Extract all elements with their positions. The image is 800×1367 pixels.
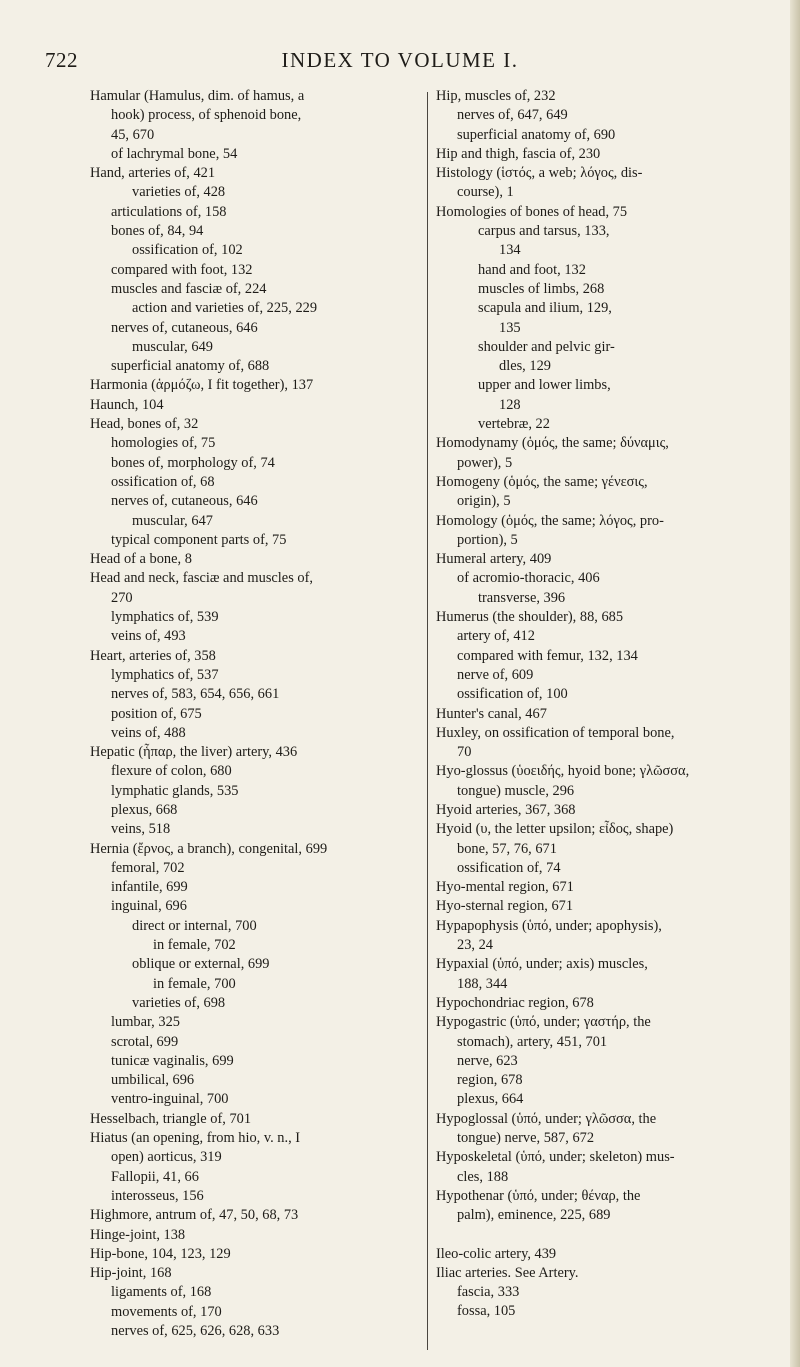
entry-line: upper and lower limbs, [478, 377, 611, 394]
entry-line: lymphatic glands, 535 [111, 782, 239, 799]
index-subentry [153, 975, 420, 994]
index-subentry [111, 473, 420, 492]
index-subentry [457, 685, 756, 704]
entry-line: Hyoid (υ, the letter upsilon; εἶδος, shape) [436, 821, 674, 838]
index-entry [436, 878, 756, 897]
entry-line: Hesselbach, triangle of, 701 [90, 1110, 252, 1127]
entry-line: power), 5 [457, 454, 513, 471]
entry-line: Highmore, antrum of, 47, 50, 68, 73 [90, 1207, 299, 1224]
entry-line: Hinge-joint, 138 [90, 1226, 186, 1243]
index-subentry [111, 454, 420, 473]
index-entry [436, 434, 756, 473]
entry-line: Hyo-mental region, 671 [436, 879, 574, 896]
entry-line: Hand, arteries of, 421 [90, 165, 216, 182]
entry-line: Hypochondriac region, 678 [436, 994, 594, 1011]
index-entry [90, 569, 420, 608]
entry-line: flexure of colon, 680 [111, 763, 232, 780]
entry-line: shoulder and pelvic gir- [478, 338, 615, 355]
entry-line: ossification of, 100 [457, 686, 568, 703]
entry-line: Hiatus (an opening, from hio, v. n., I [90, 1130, 301, 1147]
entry-line: Homologies of bones of head, 75 [436, 203, 628, 220]
entry-line: nerves of, 647, 649 [457, 107, 568, 124]
index-entry [90, 1129, 420, 1168]
entry-line: Hamular (Hamulus, dim. of hamus, a [90, 88, 305, 104]
index-subentry [457, 106, 756, 125]
entry-line: compared with foot, 132 [111, 261, 253, 278]
index-subentry [457, 1090, 756, 1109]
entry-line: plexus, 664 [457, 1091, 524, 1108]
index-subentry [111, 280, 420, 299]
entry-line: ossification of, 74 [457, 859, 561, 876]
entry-line: superficial anatomy of, 688 [111, 358, 270, 375]
index-subentry [111, 859, 420, 878]
index-entry [436, 762, 756, 801]
entry-line: muscular, 649 [132, 338, 213, 355]
index-subentry [111, 897, 420, 916]
index-subentry [111, 1013, 420, 1032]
index-subentry [111, 685, 420, 704]
index-entry [436, 164, 756, 203]
entry-line: nerves of, cutaneous, 646 [111, 493, 258, 510]
entry-line: plexus, 668 [111, 801, 178, 818]
entry-line: superficial anatomy of, 690 [457, 126, 616, 143]
section-gap [436, 1226, 756, 1245]
index-entry [436, 820, 756, 859]
index-column-left [90, 87, 420, 1341]
entry-line: varieties of, 428 [132, 184, 226, 201]
index-subentry [111, 1090, 420, 1109]
entry-line: Hepatic (ἧπαρ, the liver) artery, 436 [90, 744, 298, 761]
index-entry [436, 87, 756, 106]
entry-line: movements of, 170 [111, 1303, 222, 1320]
entry-line: Histology (ἱστός, a web; λόγος, dis- [436, 165, 643, 182]
index-subentry [132, 183, 420, 202]
index-entry [90, 396, 420, 415]
entry-line: muscles of limbs, 268 [478, 280, 605, 297]
entry-line: fascia, 333 [457, 1284, 520, 1301]
index-entry [90, 840, 420, 859]
entry-line: 134 [499, 242, 521, 259]
index-entry [90, 647, 420, 666]
index-entry [90, 415, 420, 434]
index-subentry [111, 1322, 420, 1341]
entry-line: Humeral artery, 409 [436, 551, 552, 568]
index-subentry [457, 1071, 756, 1090]
index-subentry [111, 1052, 420, 1071]
entry-line: Hyo-glossus (ὑοειδής, hyoid bone; γλῶσσα, [436, 763, 690, 780]
page-edge-shadow [790, 0, 800, 1367]
index-subentry [111, 434, 420, 453]
index-entry [436, 203, 756, 222]
entry-line: 128 [499, 396, 521, 413]
entry-line: Hypogastric (ὑπό, under; γαστήρ, the [436, 1014, 651, 1031]
index-subentry [111, 203, 420, 222]
entry-line: femoral, 702 [111, 859, 185, 876]
entry-line: inguinal, 696 [111, 898, 187, 915]
index-entry [436, 1110, 756, 1149]
index-subentry [111, 627, 420, 646]
entry-line: Head, bones of, 32 [90, 416, 199, 433]
index-subentry [478, 376, 756, 415]
entry-line: ossification of, 68 [111, 473, 215, 490]
index-subentry [457, 627, 756, 646]
index-subentry [457, 1283, 756, 1302]
entry-line: palm), eminence, 225, 689 [457, 1207, 611, 1224]
page-header [0, 48, 800, 80]
entry-line: nerve of, 609 [457, 666, 534, 683]
index-subentry [478, 261, 756, 280]
entry-line: veins, 518 [111, 821, 171, 838]
index-subentry [111, 724, 420, 743]
entry-line: course), 1 [457, 184, 514, 201]
entry-line: 135 [499, 319, 521, 336]
index-subentry [111, 608, 420, 627]
index-subentry [132, 512, 420, 531]
index-entry [436, 1245, 756, 1264]
index-entry [436, 1264, 756, 1283]
entry-line: umbilical, 696 [111, 1072, 195, 1089]
index-subentry [132, 917, 420, 936]
entry-line: Ileo-colic artery, 439 [436, 1245, 557, 1262]
entry-line: Hypothenar (ὑπό, under; θέναρ, the [436, 1187, 641, 1204]
index-subentry [111, 666, 420, 685]
index-subentry [111, 261, 420, 280]
entry-line: cles, 188 [457, 1168, 509, 1185]
index-entry [436, 724, 756, 763]
entry-line: portion), 5 [457, 531, 518, 548]
index-subentry [111, 1303, 420, 1322]
index-subentry [457, 1302, 756, 1321]
index-entry [436, 801, 756, 820]
entry-line: Hernia (ἔρνος, a branch), congenital, 699 [90, 840, 328, 857]
index-subentry [132, 994, 420, 1013]
index-entry [436, 473, 756, 512]
entry-line: Homology (ὁμός, the same; λόγος, pro- [436, 512, 664, 529]
entry-line: action and varieties of, 225, 229 [132, 300, 318, 317]
index-subentry [132, 955, 420, 974]
entry-line: 70 [457, 744, 472, 761]
index-subentry [478, 222, 756, 261]
entry-line: ligaments of, 168 [111, 1284, 212, 1301]
index-entry [90, 87, 420, 145]
entry-line: interosseus, 156 [111, 1187, 204, 1204]
entry-line: Hunter's canal, 467 [436, 705, 547, 722]
running-title: INDEX TO VOLUME I. [281, 48, 519, 72]
entry-line: hook) process, of sphenoid bone, [111, 107, 302, 124]
entry-line: Huxley, on ossification of temporal bone, [436, 724, 675, 741]
entry-line: Homogeny (ὁμός, the same; γένεσις, [436, 473, 648, 490]
index-entry [90, 1226, 420, 1245]
entry-line: of acromio-thoracic, 406 [457, 570, 600, 587]
index-entry [436, 1013, 756, 1052]
entry-line: nerves of, 625, 626, 628, 633 [111, 1323, 280, 1339]
entry-line: fossa, 105 [457, 1303, 516, 1320]
entry-line: Homodynamy (ὁμός, the same; δύναμις, [436, 435, 669, 452]
entry-line: dles, 129 [499, 358, 551, 375]
entry-line: direct or internal, 700 [132, 917, 257, 934]
entry-line: 45, 670 [111, 126, 155, 143]
index-entry [436, 917, 756, 956]
entry-line: lymphatics of, 537 [111, 666, 219, 683]
index-entry [436, 994, 756, 1013]
entry-line: scapula and ilium, 129, [478, 300, 612, 317]
index-subentry [132, 299, 420, 318]
entry-line: articulations of, 158 [111, 203, 227, 220]
entry-line: Head of a bone, 8 [90, 551, 192, 568]
entry-line: scrotal, 699 [111, 1033, 179, 1050]
entry-line: tunicæ vaginalis, 699 [111, 1052, 234, 1069]
entry-line: artery of, 412 [457, 628, 535, 645]
entry-line: nerve, 623 [457, 1052, 518, 1069]
entry-line: nerves of, cutaneous, 646 [111, 319, 258, 336]
index-subentry [111, 222, 420, 241]
entry-line: homologies of, 75 [111, 435, 216, 452]
index-entry [436, 550, 756, 569]
index-subentry [111, 319, 420, 338]
index-subentry [111, 1283, 420, 1302]
entry-line: Fallopii, 41, 66 [111, 1168, 199, 1185]
entry-line: veins of, 488 [111, 724, 186, 741]
index-subentry [111, 762, 420, 781]
index-entry [436, 1148, 756, 1187]
index-subentry [478, 415, 756, 434]
index-subentry [457, 647, 756, 666]
entry-line: Hyo-sternal region, 671 [436, 898, 574, 915]
entry-line: Humerus (the shoulder), 88, 685 [436, 609, 624, 626]
index-entry [436, 705, 756, 724]
entry-line: in female, 702 [153, 937, 236, 954]
entry-line: Hypapophysis (ὑπό, under; apophysis), [436, 917, 662, 934]
index-subentry [111, 145, 420, 164]
entry-line: region, 678 [457, 1072, 523, 1089]
index-entry [90, 743, 420, 762]
entry-line: origin), 5 [457, 493, 511, 510]
index-subentry [111, 1187, 420, 1206]
entry-line: varieties of, 698 [132, 994, 226, 1011]
index-entry [90, 1245, 420, 1264]
index-entry [436, 608, 756, 627]
index-entry [90, 164, 420, 183]
index-subentry [111, 705, 420, 724]
index-subentry [111, 1071, 420, 1090]
index-subentry [457, 1052, 756, 1071]
entry-line: Hip, muscles of, 232 [436, 88, 556, 104]
entry-line: lumbar, 325 [111, 1014, 180, 1031]
entry-line: Head and neck, fasciæ and muscles of, [90, 570, 313, 587]
entry-line: Hip-bone, 104, 123, 129 [90, 1245, 231, 1262]
entry-line: Hip-joint, 168 [90, 1265, 172, 1282]
index-subentry [111, 531, 420, 550]
index-subentry [478, 589, 756, 608]
index-entry [90, 1110, 420, 1129]
index-subentry [111, 357, 420, 376]
index-subentry [111, 878, 420, 897]
index-subentry [111, 782, 420, 801]
entry-line: Hypoglossal (ὑπό, under; γλῶσσα, the [436, 1110, 657, 1127]
index-entry [436, 897, 756, 916]
entry-line: muscles and fasciæ of, 224 [111, 280, 267, 297]
index-subentry [111, 820, 420, 839]
entry-line: Hyoid arteries, 367, 368 [436, 801, 576, 818]
entry-line: muscular, 647 [132, 512, 213, 529]
index-entry [90, 376, 420, 395]
entry-line: typical component parts of, 75 [111, 531, 287, 548]
index-entry [90, 1264, 420, 1283]
entry-line: Heart, arteries of, 358 [90, 647, 216, 664]
index-subentry [478, 299, 756, 338]
index-entry [436, 145, 756, 164]
entry-line: bones of, 84, 94 [111, 223, 204, 240]
entry-line: bones of, morphology of, 74 [111, 454, 275, 471]
entry-line: compared with femur, 132, 134 [457, 647, 638, 664]
entry-line: nerves of, 583, 654, 656, 661 [111, 686, 280, 703]
entry-line: 270 [111, 589, 133, 606]
entry-line: Haunch, 104 [90, 396, 164, 413]
page-number: 722 [45, 48, 78, 72]
entry-line: open) aorticus, 319 [111, 1149, 222, 1166]
index-entry [90, 550, 420, 569]
entry-line: tongue) nerve, 587, 672 [457, 1130, 595, 1147]
entry-line: Iliac arteries. See Artery. [436, 1264, 579, 1281]
entry-line: oblique or external, 699 [132, 956, 270, 973]
entry-line: ossification of, 102 [132, 242, 243, 259]
column-divider [427, 92, 428, 1350]
index-subentry [457, 126, 756, 145]
index-entry [436, 1187, 756, 1226]
entry-line: 23, 24 [457, 937, 493, 954]
index-subentry [132, 338, 420, 357]
entry-line: infantile, 699 [111, 879, 188, 896]
index-entry [436, 955, 756, 994]
entry-line: veins of, 493 [111, 628, 186, 645]
index-subentry [457, 666, 756, 685]
entry-line: vertebræ, 22 [478, 416, 550, 433]
entry-line: Hyposkeletal (ὑπό, under; skeleton) mus- [436, 1149, 675, 1166]
index-subentry [111, 801, 420, 820]
entry-line: of lachrymal bone, 54 [111, 145, 238, 162]
entry-line: carpus and tarsus, 133, [478, 223, 610, 240]
entry-line: bone, 57, 76, 671 [457, 840, 557, 857]
index-subentry [153, 936, 420, 955]
entry-line: Harmonia (ἁρμόζω, I fit together), 137 [90, 377, 314, 394]
entry-line: tongue) muscle, 296 [457, 782, 575, 799]
entry-line: hand and foot, 132 [478, 261, 586, 278]
index-entry [90, 1206, 420, 1225]
index-subentry [111, 492, 420, 511]
index-subentry [478, 338, 756, 377]
index-subentry [111, 1168, 420, 1187]
entry-line: ventro-inguinal, 700 [111, 1091, 229, 1108]
index-subentry [111, 1033, 420, 1052]
index-subentry [457, 569, 756, 588]
index-subentry [478, 280, 756, 299]
index-subentry [457, 859, 756, 878]
entry-line: Hip and thigh, fascia of, 230 [436, 145, 601, 162]
entry-line: in female, 700 [153, 975, 236, 992]
entry-line: 188, 344 [457, 975, 508, 992]
entry-line: stomach), artery, 451, 701 [457, 1033, 608, 1050]
index-entry [436, 512, 756, 551]
entry-line: position of, 675 [111, 705, 202, 722]
entry-line: Hypaxial (ὑπό, under; axis) muscles, [436, 956, 648, 973]
index-subentry [132, 241, 420, 260]
entry-line: transverse, 396 [478, 589, 566, 606]
entry-line: lymphatics of, 539 [111, 609, 219, 626]
index-column-right [436, 87, 756, 1322]
